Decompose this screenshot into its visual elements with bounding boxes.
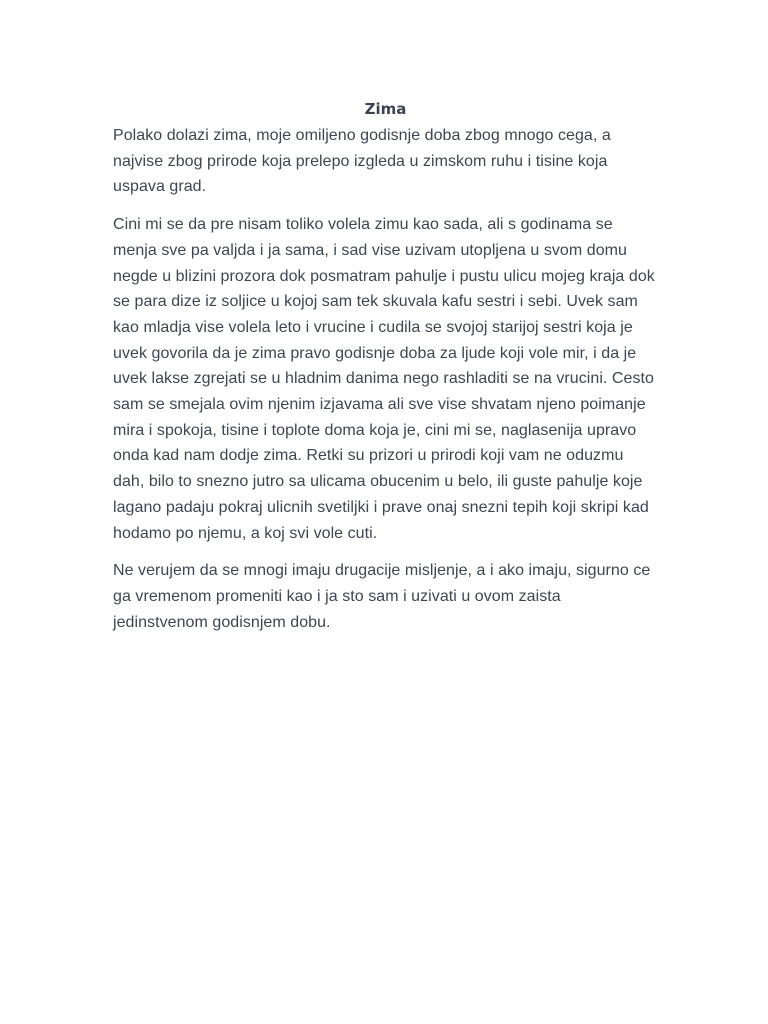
paragraph-1: Polako dolazi zima, moje omiljeno godisnje doba zbog mnogo cega, a najvise zbog prirode koja prelepo izgleda u zimskom ruhu i tisine koja uspava grad. bbox=[113, 127, 611, 196]
document-title: Zima bbox=[364, 100, 407, 118]
paragraph-2: Cini mi se da pre nisam toliko volela zimu kao sada, ali s godinama se menja sve pa valjda i ja sama, i sad vise uzivam utopljena u svom domu negde u blizini prozora dok posmatram pahulje i pustu ulicu mojeg kraja dok se para dize iz soljice u kojoj sam tek skuvala kafu sestri i sebi. Uvek sam kao mladja vise volela leto i vrucine i cudila se svojoj starijoj sestri koja je uvek govorila da je zima pravo godisnje doba za ljude koji vole mir, i da je uvek lakse zgrejati se u hladnim danima nego rashladiti se na vrucini. Cesto sam se smejala ovim njenim izjavama ali sve vise shvatam njeno poimanje mira i spokoja, tisine i toplote doma koja je, cini mi se, naglasenija upravo onda kad nam dodje zima. Retki su prizori u prirodi koji vam ne oduzmu dah, bilo to snezno jutro sa ulicama obucenim u belo, ili guste pahulje koje lagano padaju pokraj ulicnih svetiljki i prave onaj snezni tepih koji skripi kad hodamo po njemu, a koj svi vole cuti. bbox=[113, 216, 655, 542]
document-body bbox=[113, 96, 658, 647]
paragraph-3: Ne verujem da se mnogi imaju drugacije misljenje, a i ako imaju, sigurno ce ga vremenom promeniti kao i ja sto sam i uzivati u ovom zaista jedinstvenom godisnjem dobu. bbox=[113, 562, 651, 631]
